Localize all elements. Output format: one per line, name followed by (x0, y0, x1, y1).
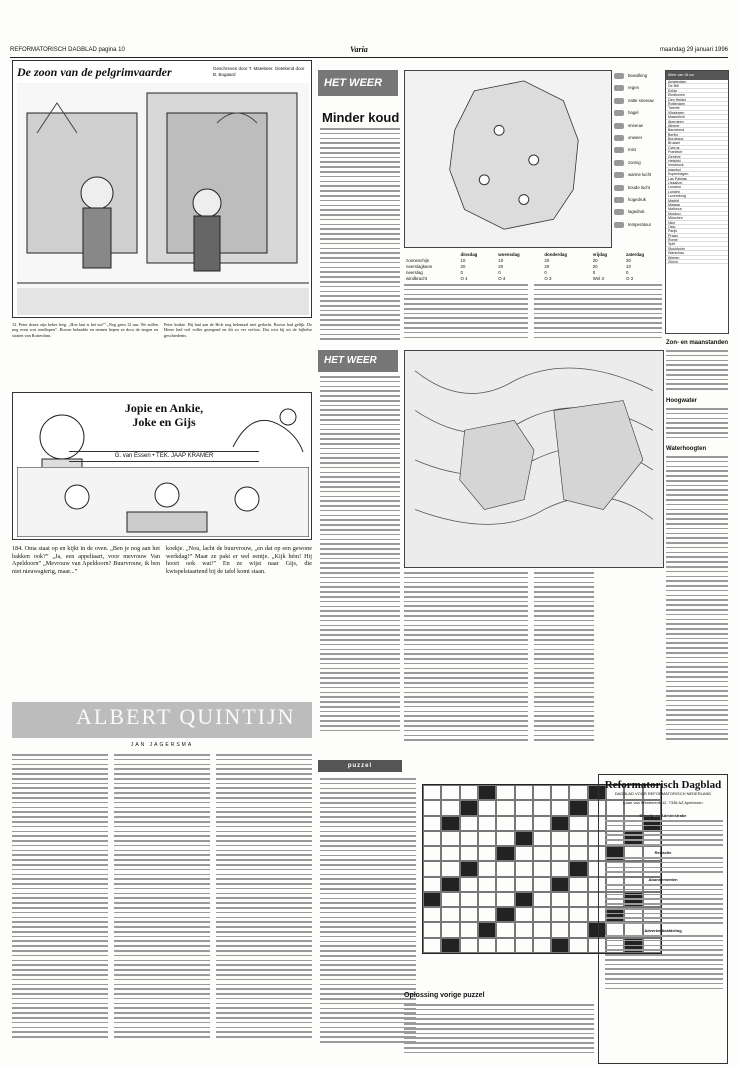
weather-map-netherlands (404, 70, 612, 248)
grid-cell (533, 800, 551, 815)
grid-cell (551, 800, 569, 815)
city-row: Eindhoven (666, 93, 728, 97)
colofon-tagline: DAGBLAD VOOR REFORMATORISCH NEDERLAND (614, 791, 712, 796)
grid-cell (551, 877, 569, 892)
weather-forecast-text-1 (404, 284, 528, 344)
grid-cell (460, 922, 478, 937)
city-row: Helsinki (666, 159, 728, 163)
legend-item: temperatuur (612, 219, 664, 231)
legend-item: zonnig (612, 157, 664, 169)
sun-moon-text (666, 350, 728, 394)
jopie-text-col1: 184. Oma staat op en kijkt in de oven. „Ben je nog aan het bakken ook?” „Ja, een appeltaart, voor mevrouw Van Apeldoorn” „Mevrouw van Apeldoorn? Buurvrouw, ik ben niet nieuwsgierig, maar...” (12, 545, 160, 575)
city-row: Rome (666, 238, 728, 242)
city-row: Warschau (666, 251, 728, 255)
grid-cell (441, 907, 459, 922)
city-row: Stockholm (666, 247, 728, 251)
masthead-left: REFORMATORISCH DAGBLAD pagina 10 (10, 47, 125, 53)
grid-cell (569, 892, 587, 907)
jopie-illustration-right (223, 397, 309, 461)
jopie-title-line2: Joke en Gijs (132, 415, 196, 429)
section-title: Varia (350, 45, 368, 54)
weather-europe-text (320, 376, 400, 748)
colofon-directie: Directie en Administratie (639, 813, 687, 818)
city-row: Aberdeen (666, 120, 728, 124)
weather-europe-text-3 (534, 572, 594, 748)
city-row: München (666, 216, 728, 220)
masthead-date: maandag 29 januari 1996 (659, 47, 728, 53)
legend-item: hagel (612, 107, 664, 119)
grid-cell (441, 922, 459, 937)
city-temperature-table (665, 70, 729, 334)
grid-cell (496, 877, 514, 892)
city-row: Split (666, 242, 728, 246)
legend-item: lagedruk (612, 206, 664, 218)
city-row: Madrid (666, 199, 728, 203)
grid-cell (515, 816, 533, 831)
grid-cell (423, 892, 441, 907)
albert-author: JAN JAGERSMA (130, 742, 194, 748)
city-row: Maastricht (666, 115, 728, 119)
city-row: Malaga (666, 203, 728, 207)
comic-credit: Geschreven door T. Matebeer. Getekend door B. Bogaard (213, 66, 305, 77)
city-row: De Bilt (666, 84, 728, 88)
grid-cell (551, 831, 569, 846)
grid-cell (515, 861, 533, 876)
hoogwater-text (666, 408, 728, 442)
grid-cell (423, 938, 441, 953)
jopie-title (109, 401, 219, 429)
weather-forecast-text-2 (534, 284, 662, 344)
grid-cell (496, 922, 514, 937)
city-row: Oslo (666, 225, 728, 229)
grid-cell (533, 816, 551, 831)
legend-item: bewolking (612, 70, 664, 82)
forecast-table: dinsdag woensdag donderdag vrijdag zaterdag zonneschijn 10 10 20 20 30 neerslagkans 20 20 20 20 10 neerslag 0 0 0 0 0 windkracht O 4 O 4 O 3 Wnl 3 O 3 (404, 252, 664, 282)
puzzel-clues (320, 778, 416, 1058)
grid-cell (569, 877, 587, 892)
legend-item: natte sneeuw (612, 95, 664, 107)
grid-cell (551, 922, 569, 937)
grid-cell (460, 800, 478, 815)
grid-cell (569, 816, 587, 831)
legend-item: warme lucht (612, 169, 664, 181)
grid-cell (423, 785, 441, 800)
table-row: windkracht O 4 O 4 O 3 Wnl 3 O 3 (406, 276, 634, 281)
grid-cell (441, 877, 459, 892)
colofon-address: Laan van Westenenk 12, 7336 AZ Apeldoorn (623, 800, 703, 805)
grid-cell (496, 861, 514, 876)
jopie-text-col2: koekje. „Nou, lacht de buurvrouw, „en dat op een gewone werkdag!” Maar ze pakt er wel eentje. „Kijk hém! Hij hoort ook wat!” En ze wijst naar Gijs, die kwispelstaartend bij de tafel komt staan. (166, 545, 312, 575)
grid-cell (551, 892, 569, 907)
city-row: Zürich (666, 260, 728, 264)
comic-illustration (17, 83, 309, 315)
grid-cell (496, 892, 514, 907)
grid-cell (460, 846, 478, 861)
grid-cell (569, 922, 587, 937)
comic-text-col1: 12. Peter draait zijn beker leeg. „Hoe laat is het nu?” „Nog geen 12 uur. We zullen nog even wat rondlopen”. Brown belaadde en nemen liepen ze door de stegen en straten van Rotterdam. (12, 322, 158, 338)
city-row: Cyprus (666, 146, 728, 150)
grid-cell (533, 938, 551, 953)
grid-cell (423, 831, 441, 846)
city-row: Wenen (666, 256, 728, 260)
grid-cell (423, 846, 441, 861)
jopie-credit: G. van Essen • TEK. JAAP KRAMER (69, 451, 259, 462)
table-row: neerslagkans 20 20 20 20 10 (406, 264, 631, 269)
grid-cell (460, 877, 478, 892)
grid-cell (569, 800, 587, 815)
grid-cell (460, 907, 478, 922)
albert-quintijn-header (12, 702, 312, 738)
grid-cell (478, 877, 496, 892)
albert-text-col3 (216, 754, 312, 1054)
grid-cell (441, 800, 459, 815)
weather-headline: Minder koud (322, 110, 400, 125)
grid-cell (478, 907, 496, 922)
masthead (10, 44, 728, 58)
grid-cell (478, 922, 496, 937)
grid-cell (478, 800, 496, 815)
hoogwater-heading: Hoogwater (666, 398, 698, 404)
grid-cell (496, 938, 514, 953)
grid-cell (441, 785, 459, 800)
weather-map-europe (404, 350, 664, 568)
weather-europe-text-2 (404, 572, 528, 748)
grid-cell (423, 907, 441, 922)
grid-cell (441, 938, 459, 953)
city-row: Mallorca (666, 207, 728, 211)
weather-text (320, 128, 400, 350)
puzzle-solution-text (404, 1004, 594, 1060)
city-row: Amsterdam (666, 80, 728, 84)
grid-cell (441, 861, 459, 876)
grid-cell (533, 892, 551, 907)
legend-item: sneeuw (612, 120, 664, 132)
waterhoogten-text (666, 456, 728, 756)
albert-text-col2 (114, 754, 210, 1054)
waterhoogten-heading: Waterhoogten (666, 446, 707, 452)
grid-cell (569, 846, 587, 861)
jopie-title-line1: Jopie en Ankie, (124, 401, 204, 415)
city-row: Genève (666, 155, 728, 159)
grid-cell (551, 846, 569, 861)
city-row: Bordeaux (666, 137, 728, 141)
weather-legend (612, 70, 664, 248)
grid-cell (496, 831, 514, 846)
comic-pelgrimvaarder (12, 60, 312, 318)
grid-cell (460, 892, 478, 907)
grid-cell (478, 861, 496, 876)
city-row: Eelde (666, 89, 728, 93)
grid-cell (551, 938, 569, 953)
city-row: Frankfurt (666, 150, 728, 154)
grid-cell (460, 831, 478, 846)
grid-cell (423, 816, 441, 831)
grid-cell (533, 907, 551, 922)
weather-header-2: HET WEER (318, 350, 398, 372)
jopie-panel (17, 467, 309, 537)
grid-cell (423, 877, 441, 892)
city-row: Las Palmas (666, 177, 728, 181)
grid-cell (533, 846, 551, 861)
grid-cell (569, 861, 587, 876)
grid-cell (478, 938, 496, 953)
colofon (598, 774, 728, 1064)
grid-cell (496, 846, 514, 861)
colofon-abonnementen: Abonnementen (648, 877, 678, 882)
grid-cell (441, 846, 459, 861)
grid-cell (441, 816, 459, 831)
grid-cell (515, 907, 533, 922)
grid-cell (478, 831, 496, 846)
grid-cell (569, 907, 587, 922)
grid-cell (478, 816, 496, 831)
city-row: Innsbruck (666, 163, 728, 167)
grid-cell (496, 785, 514, 800)
table-row: zonneschijn 10 10 20 20 30 (406, 258, 631, 263)
grid-cell (569, 831, 587, 846)
city-row: Athene (666, 124, 728, 128)
city-row: Nice (666, 221, 728, 225)
grid-cell (533, 861, 551, 876)
grid-cell (533, 877, 551, 892)
city-row: Locarno (666, 185, 728, 189)
grid-cell (496, 816, 514, 831)
grid-cell (515, 800, 533, 815)
albert-text-col1 (12, 754, 108, 1054)
puzzel-header: puzzel (318, 760, 402, 772)
albert-title: ALBERT QUINTIJN (76, 704, 296, 729)
grid-cell (515, 938, 533, 953)
city-row: Berlijn (666, 133, 728, 137)
grid-cell (423, 800, 441, 815)
grid-cell (460, 938, 478, 953)
city-row: Praag (666, 234, 728, 238)
grid-cell (515, 785, 533, 800)
comic-jopie-ankie (12, 392, 312, 540)
puzzle-solution-title: Oplossing vorige puzzel (404, 992, 485, 999)
grid-cell (551, 907, 569, 922)
grid-cell (533, 785, 551, 800)
grid-cell (515, 877, 533, 892)
grid-cell (515, 892, 533, 907)
grid-cell (478, 846, 496, 861)
grid-cell (515, 831, 533, 846)
grid-cell (533, 922, 551, 937)
grid-cell (515, 922, 533, 937)
colofon-name: Reformatorisch Dagblad (604, 779, 722, 791)
grid-cell (551, 816, 569, 831)
city-row: Moskou (666, 212, 728, 216)
grid-cell (460, 861, 478, 876)
city-row: Den Helder (666, 98, 728, 102)
colofon-redactie: Redactie (654, 850, 672, 855)
city-table-header: Weer van 16 uur (666, 71, 728, 80)
legend-item: regen (612, 82, 664, 94)
city-row: Rotterdam (666, 102, 728, 106)
grid-cell (533, 831, 551, 846)
grid-cell (460, 785, 478, 800)
grid-cell (496, 907, 514, 922)
city-row: Istanbul (666, 168, 728, 172)
legend-item: hogedruk (612, 194, 664, 206)
city-row: Barcelona (666, 128, 728, 132)
city-row: Twente (666, 106, 728, 110)
weather-header: HET WEER (318, 70, 398, 96)
grid-cell (441, 892, 459, 907)
grid-cell (423, 861, 441, 876)
table-row: neerslag 0 0 0 0 0 (406, 270, 629, 275)
city-row: Brussel (666, 141, 728, 145)
legend-item: koude lucht (612, 182, 664, 194)
legend-item: mist (612, 144, 664, 156)
grid-cell (478, 785, 496, 800)
comic-text-col2: Peter knikte. Hij had aan de Hofr nog helemaal niet gedacht. Brown had gelijk. De Heere had wel voller gezegend en dit zo ver verlost. Dat wist hij uit de bijbelse geschiedenis. (164, 322, 312, 338)
city-row: Lissabon (666, 181, 728, 185)
city-row: Londen (666, 190, 728, 194)
colofon-advertenties: Advertentieafdeling (644, 928, 682, 933)
grid-cell (478, 892, 496, 907)
legend-item: onweer (612, 132, 664, 144)
grid-cell (569, 938, 587, 953)
grid-cell (569, 785, 587, 800)
city-row: Luxemburg (666, 194, 728, 198)
city-row: Vlissingen (666, 111, 728, 115)
grid-cell (551, 785, 569, 800)
grid-cell (551, 861, 569, 876)
grid-cell (441, 831, 459, 846)
grid-cell (496, 800, 514, 815)
city-row: Parijs (666, 229, 728, 233)
grid-cell (460, 816, 478, 831)
grid-cell (423, 922, 441, 937)
grid-cell (515, 846, 533, 861)
sun-moon-heading: Zon- en maanstanden (666, 340, 729, 346)
city-row: Kopenhagen (666, 172, 728, 176)
comic-title: De zoon van de pelgrimvaarder (17, 65, 172, 79)
